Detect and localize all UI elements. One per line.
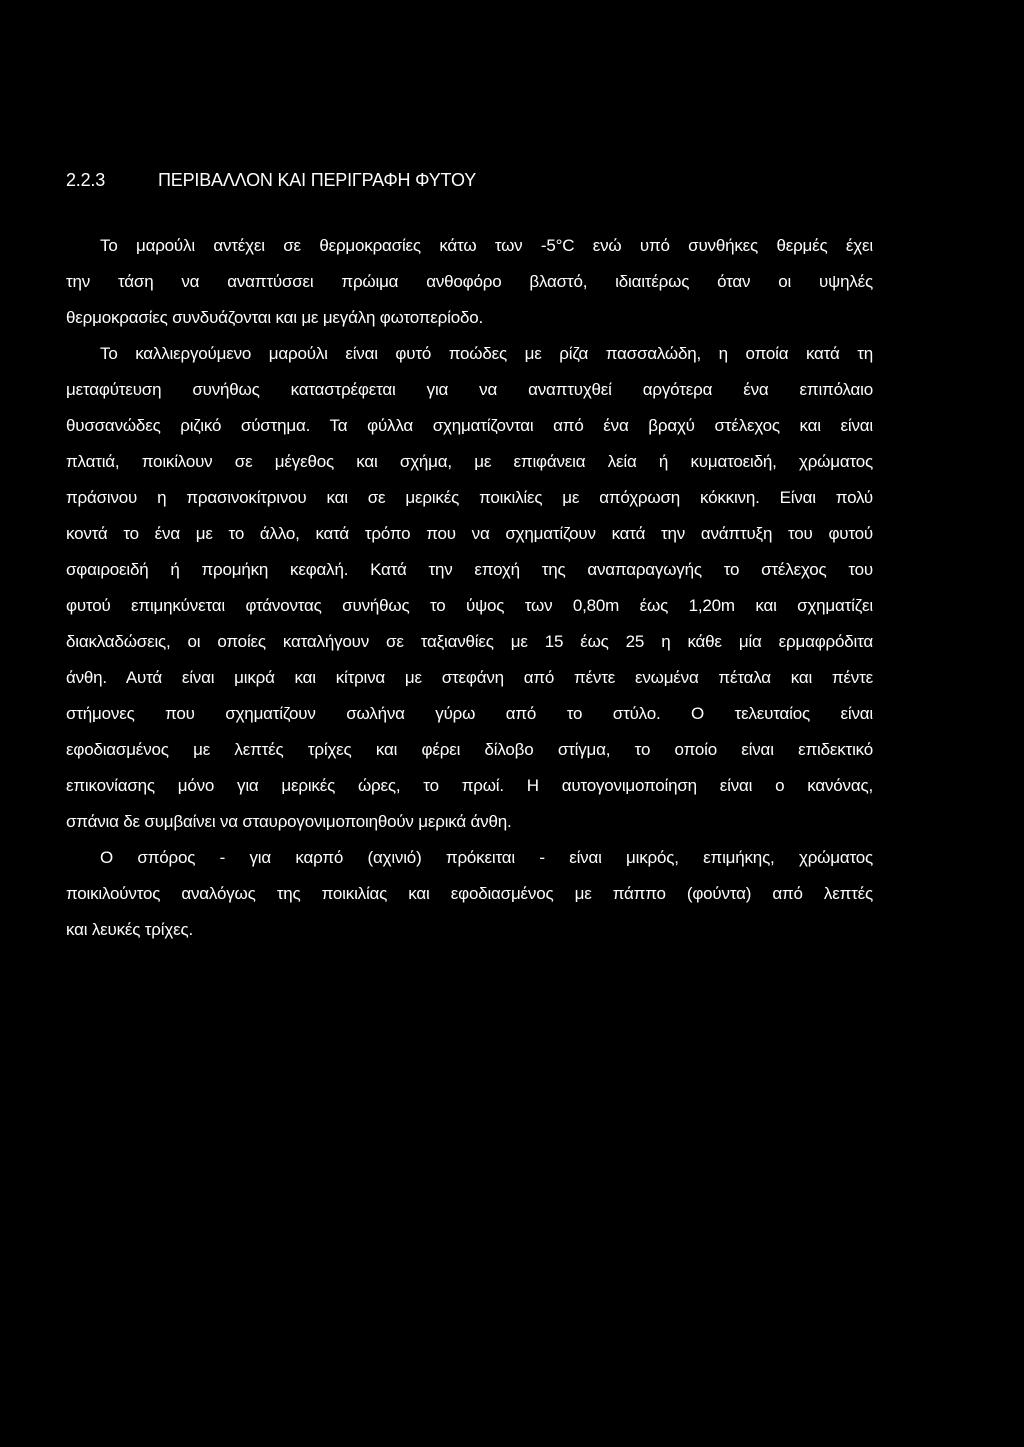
text-line: σπάνια δε συμβαίνει να σταυρογονιμοποιηθούν μερικά άνθη. [66,812,512,831]
section-title: ΠΕΡΙΒΑΛΛΟΝ ΚΑΙ ΠΕΡΙΓΡΑΦΗ ΦΥΤΟΥ [158,170,477,190]
text-line: μεταφύτευση συνήθως καταστρέφεται για να αναπτυχθεί αργότερα ένα επιπόλαιο [66,380,873,399]
text-line: ποικιλούντος αναλόγως της ποικιλίας και εφοδιασμένος με πάππο (φούντα) από λεπτές [66,884,873,903]
text-line: κοντά το ένα με το άλλο, κατά τρόπο που να σχηματίζουν κατά την ανάπτυξη του φυτού [66,524,873,543]
text-line: πλατιά, ποικίλουν σε μέγεθος και σχήμα, με επιφάνεια λεία ή κυματοειδή, χρώματος [66,452,873,471]
section-number: 2.2.3 [66,170,106,190]
text-line: την τάση να αναπτύσσει πρώιμα ανθοφόρο βλαστό, ιδιαιτέρως όταν οι υψηλές [66,272,873,291]
text-line: φυτού επιμηκύνεται φτάνοντας συνήθως το ύψος των 0,80m έως 1,20m και σχηματίζει [66,596,873,615]
text-line: Ο σπόρος - για καρπό (αχινιό) πρόκειται - είναι μικρός, επιμήκης, χρώματος [100,848,873,867]
body-text [66,234,873,954]
section-heading [66,170,476,191]
text-line: θυσσανώδες ριζικό σύστημα. Τα φύλλα σχηματίζονται από ένα βραχύ στέλεχος και είναι [66,416,873,435]
text-line: και λευκές τρίχες. [66,920,193,939]
text-line: άνθη. Αυτά είναι μικρά και κίτρινα με στεφάνη από πέντε ενωμένα πέταλα και πέντε [66,668,873,687]
text-line: Το καλλιεργούμενο μαρούλι είναι φυτό ποώδες με ρίζα πασσαλώδη, η οποία κατά τη [100,344,873,363]
text-line: πράσινου η πρασινοκίτρινου και σε μερικές ποικιλίες με απόχρωση κόκκινη. Είναι πολύ [66,488,873,507]
text-line: στήμονες που σχηματίζουν σωλήνα γύρω από το στύλο. Ο τελευταίος είναι [66,704,873,723]
text-line: εφοδιασμένος με λεπτές τρίχες και φέρει δίλοβο στίγμα, το οποίο είναι επιδεκτικό [66,740,873,759]
text-line: σφαιροειδή ή προμήκη κεφαλή. Κατά την εποχή της αναπαραγωγής το στέλεχος του [66,560,873,579]
text-line: Το μαρούλι αντέχει σε θερμοκρασίες κάτω των -5°C ενώ υπό συνθήκες θερμές έχει [100,236,873,255]
text-line: θερμοκρασίες συνδυάζονται και με μεγάλη φωτοπερίοδο. [66,308,483,327]
text-line: επικονίασης μόνο για μερικές ώρες, το πρωί. Η αυτογονιμοποίηση είναι ο κανόνας, [66,776,873,795]
text-line: διακλαδώσεις, οι οποίες καταλήγουν σε ταξιανθίες με 15 έως 25 η κάθε μία ερμαφρόδιτα [66,632,873,651]
